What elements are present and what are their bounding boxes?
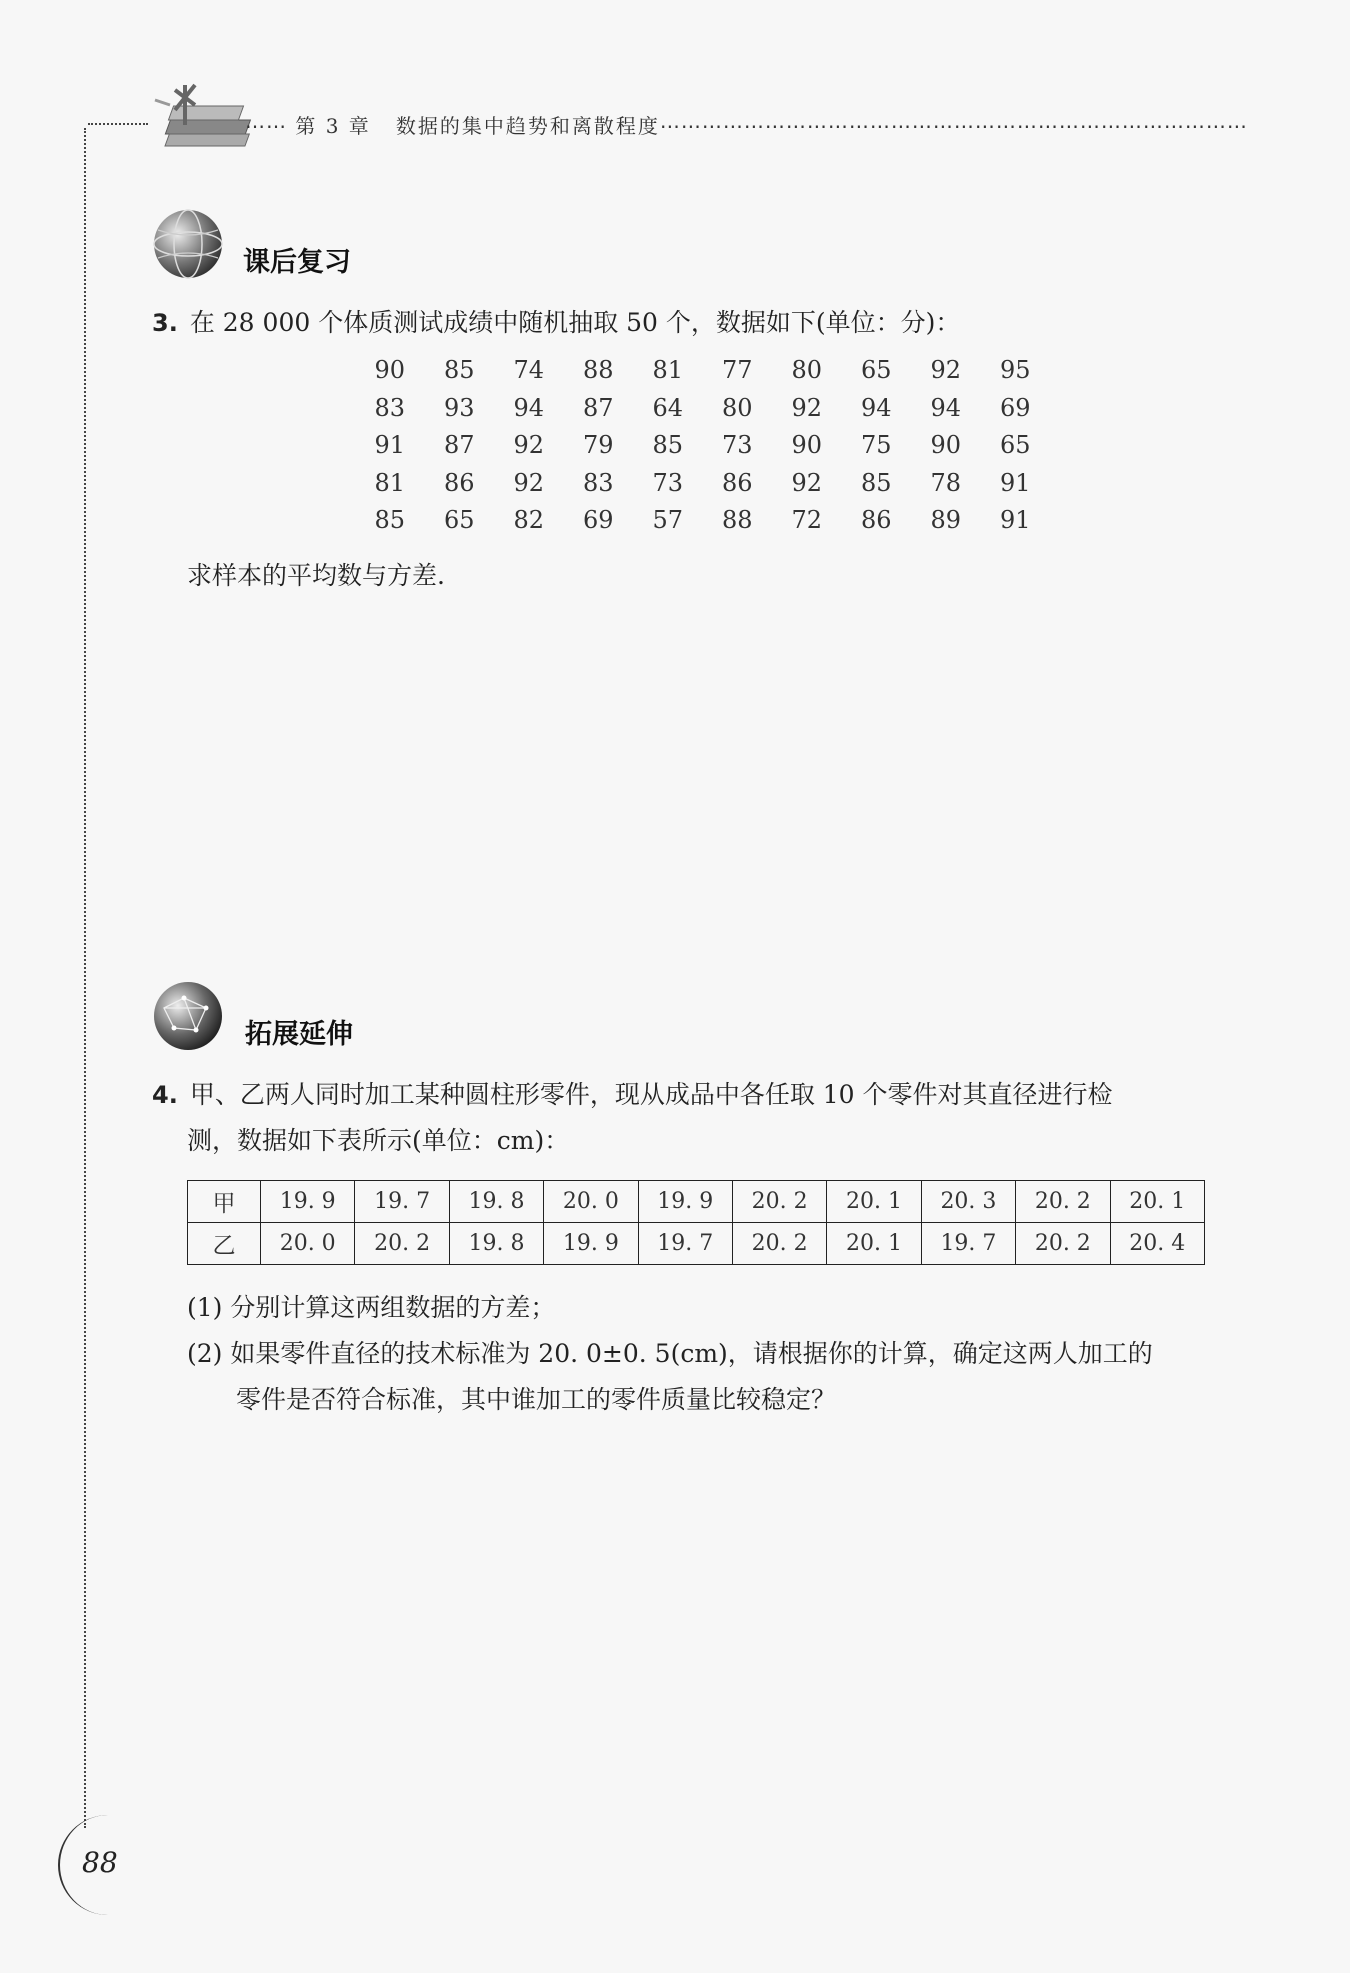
score-cell: 81 bbox=[652, 356, 684, 384]
score-cell: 65 bbox=[443, 506, 475, 534]
question-4-stem-line1: 甲、乙两人同时加工某种圆柱形零件，现从成品中各任取 10 个零件对其直径进行检 bbox=[189, 1080, 1113, 1109]
score-cell: 74 bbox=[513, 356, 545, 384]
score-cell: 79 bbox=[582, 431, 614, 459]
score-cell: 90 bbox=[791, 431, 823, 459]
table-cell: 19. 8 bbox=[449, 1181, 543, 1223]
score-cell: 80 bbox=[791, 356, 823, 384]
score-cell: 91 bbox=[999, 506, 1031, 534]
question-4-sub2-line2: 零件是否符合标准，其中谁加工的零件质量比较稳定？ bbox=[236, 1385, 837, 1414]
table-cell: 20. 2 bbox=[732, 1223, 826, 1265]
score-cell: 75 bbox=[860, 431, 892, 459]
score-cell: 81 bbox=[374, 468, 406, 497]
score-cell: 78 bbox=[930, 468, 962, 497]
question-4-sub1: (1) 分别计算这两组数据的方差； bbox=[187, 1293, 556, 1322]
table-row bbox=[188, 1181, 1205, 1223]
score-cell: 80 bbox=[721, 393, 753, 422]
score-cell: 57 bbox=[652, 506, 684, 534]
score-cell: 87 bbox=[443, 431, 475, 459]
question-4-stem-line2: 测，数据如下表所示(单位：cm)： bbox=[187, 1126, 570, 1155]
header-trailing-dots: ⋯⋯⋯⋯⋯⋯⋯⋯⋯⋯⋯⋯⋯⋯⋯⋯⋯⋯⋯⋯⋯⋯⋯⋯⋯⋯⋯⋯ bbox=[659, 114, 1248, 138]
table-cell: 20. 2 bbox=[732, 1181, 826, 1223]
score-cell: 73 bbox=[721, 431, 753, 459]
question-3-text bbox=[152, 300, 960, 346]
diameter-data-table bbox=[187, 1180, 1205, 1265]
chapter-title: 数据的集中趋势和离散程度 bbox=[395, 114, 660, 138]
score-cell: 64 bbox=[652, 393, 684, 422]
score-cell: 77 bbox=[721, 356, 753, 384]
section-title-review: 课后复习 bbox=[243, 247, 351, 278]
score-cell: 88 bbox=[721, 506, 753, 534]
question-4-number: 4. bbox=[152, 1081, 178, 1109]
table-cell: 20. 3 bbox=[921, 1181, 1015, 1223]
score-cell: 83 bbox=[582, 468, 614, 497]
table-cell: 19. 8 bbox=[449, 1223, 543, 1265]
question-3-stem: 在 28 000 个体质测试成绩中随机抽取 50 个，数据如下(单位：分)： bbox=[189, 308, 961, 337]
score-cell: 91 bbox=[999, 468, 1031, 497]
chapter-header bbox=[245, 110, 1248, 139]
score-cell: 94 bbox=[930, 393, 962, 422]
table-cell: 19. 7 bbox=[355, 1181, 449, 1223]
row-label: 甲 bbox=[188, 1181, 261, 1223]
table-cell: 20. 2 bbox=[1016, 1181, 1110, 1223]
score-cell: 92 bbox=[930, 356, 962, 384]
score-cell: 87 bbox=[582, 393, 614, 422]
score-cell: 82 bbox=[513, 506, 545, 534]
score-cell: 65 bbox=[999, 431, 1031, 459]
question-4-sub2-line1: (2) 如果零件直径的技术标准为 20. 0±0. 5(cm)，请根据你的计算，确定这两人加工的 bbox=[187, 1339, 1153, 1368]
table-cell: 20. 1 bbox=[827, 1223, 921, 1265]
page-number: 88 bbox=[82, 1846, 118, 1879]
header-leading-dots: ⋯⋯ bbox=[245, 114, 287, 138]
score-cell: 86 bbox=[721, 468, 753, 497]
score-cell: 69 bbox=[582, 506, 614, 534]
score-cell: 73 bbox=[652, 468, 684, 497]
score-cell: 65 bbox=[860, 356, 892, 384]
table-cell: 20. 2 bbox=[1016, 1223, 1110, 1265]
score-cell: 85 bbox=[374, 506, 406, 534]
score-cell: 83 bbox=[374, 393, 406, 422]
score-data-grid bbox=[355, 352, 1050, 540]
score-cell: 93 bbox=[443, 393, 475, 422]
score-cell: 91 bbox=[374, 431, 406, 459]
score-cell: 92 bbox=[513, 431, 545, 459]
table-cell: 19. 9 bbox=[638, 1181, 732, 1223]
score-cell: 92 bbox=[513, 468, 545, 497]
score-cell: 90 bbox=[930, 431, 962, 459]
table-row bbox=[188, 1223, 1205, 1265]
score-cell: 86 bbox=[443, 468, 475, 497]
score-cell: 86 bbox=[860, 506, 892, 534]
table-cell: 20. 2 bbox=[355, 1223, 449, 1265]
score-cell: 95 bbox=[999, 356, 1031, 384]
score-cell: 92 bbox=[791, 468, 823, 497]
table-cell: 20. 1 bbox=[827, 1181, 921, 1223]
question-3-prompt: 求样本的平均数与方差. bbox=[187, 561, 445, 590]
score-cell: 85 bbox=[860, 468, 892, 497]
header-dotted-rule-left bbox=[88, 123, 148, 125]
table-cell: 19. 9 bbox=[544, 1223, 638, 1265]
score-cell: 69 bbox=[999, 393, 1031, 422]
score-cell: 94 bbox=[860, 393, 892, 422]
score-cell: 85 bbox=[652, 431, 684, 459]
table-cell: 19. 9 bbox=[261, 1181, 355, 1223]
table-cell: 19. 7 bbox=[638, 1223, 732, 1265]
score-cell: 90 bbox=[374, 356, 406, 384]
score-cell: 92 bbox=[791, 393, 823, 422]
row-label: 乙 bbox=[188, 1223, 261, 1265]
score-cell: 94 bbox=[513, 393, 545, 422]
table-cell: 19. 7 bbox=[921, 1223, 1015, 1265]
section-title-extension: 拓展延伸 bbox=[245, 1019, 353, 1050]
table-cell: 20. 0 bbox=[261, 1223, 355, 1265]
margin-dotted-line bbox=[84, 128, 86, 1828]
chapter-number: 第 3 章 bbox=[295, 114, 371, 138]
score-cell: 88 bbox=[582, 356, 614, 384]
table-cell: 20. 1 bbox=[1110, 1181, 1204, 1223]
score-cell: 72 bbox=[791, 506, 823, 534]
question-4-text bbox=[152, 1072, 1113, 1118]
network-globe-icon bbox=[150, 978, 226, 1054]
table-cell: 20. 4 bbox=[1110, 1223, 1204, 1265]
globe-icon bbox=[150, 206, 226, 282]
score-cell: 85 bbox=[443, 356, 475, 384]
question-3-number: 3. bbox=[152, 309, 178, 337]
score-cell: 89 bbox=[930, 506, 962, 534]
table-cell: 20. 0 bbox=[544, 1181, 638, 1223]
